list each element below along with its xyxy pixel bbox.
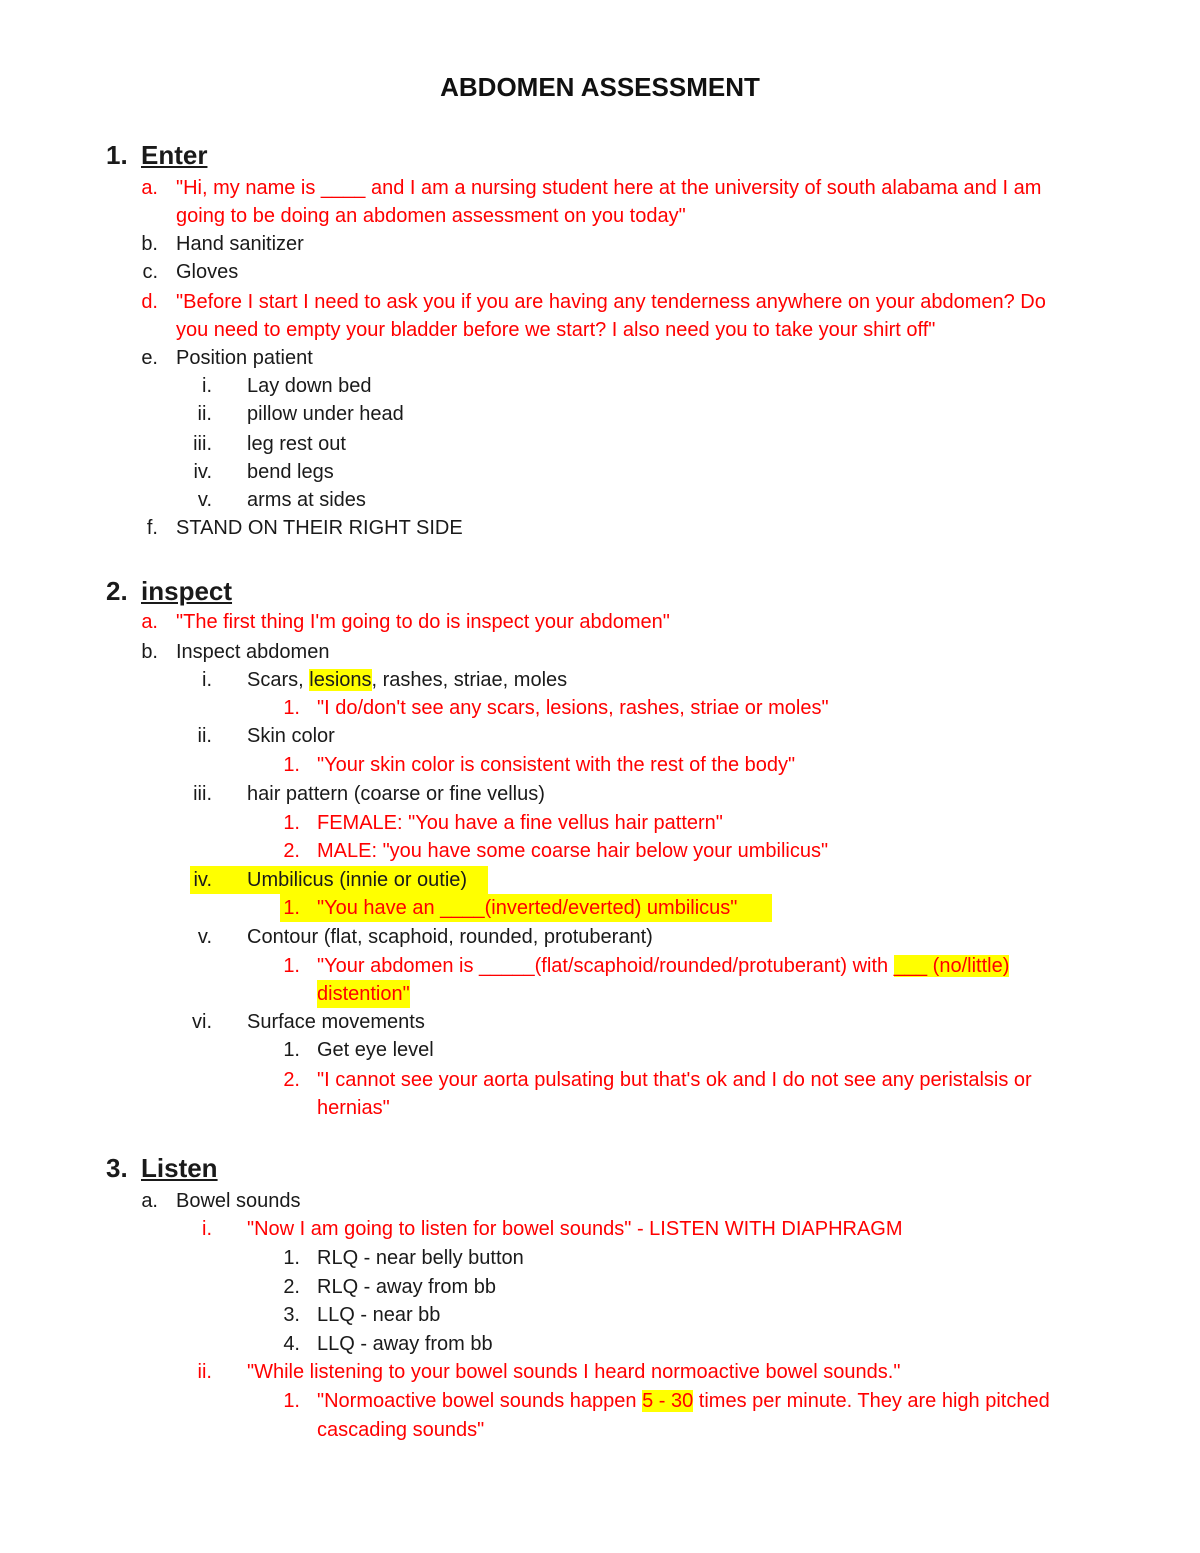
- highlighted-text: ___ (no/little): [893, 955, 1010, 977]
- document-title: ABDOMEN ASSESSMENT: [440, 72, 760, 102]
- highlighted-text: 5 - 30: [642, 1390, 694, 1412]
- highlighted-text: lesions: [309, 669, 372, 691]
- document-page: ABDOMEN ASSESSMENT 1. Enter a. "Hi, my name is ____ and I am a nursing student here at the university of south alabama and I am going to be doing an abdomen assessment on you today" b. Hand sanitizer c. Gloves d. "Before I start I need to ask you if you are having any tenderness anywhere on your abdomen? Do you need to empty your bladder before we start? I also need you to take your shirt off" e. Position patient i. Lay down bed ii. pillow under head iii. leg rest out iv. bend legs v. arms at sides f. STAND ON THEIR RIGHT SIDE 2. inspect a. "The first thing I'm going to do is inspect your abdomen" b. Inspect abdomen i. Scars, lesions, rashes, striae, moles 1. "I do/don't see any scars, lesions, rashes, striae or moles" ii. Skin color 1. "Your skin color is consistent with the rest of the body" iii. hair pattern (coarse or fine vellus) 1. FEMALE: "You have a fine vellus hair pattern" 2. MALE: "you have some coarse hair below your umbilicus" iv. Umbilicus (innie or outie) 1. "You have an ____(inverted/everted) umbilicus" v. Contour (flat, scaphoid, rounded, protuberant) 1. "Your abdomen is _____(flat/scaphoid/rounded/protuberant) with ___ (no/little) distention" vi. Surface movements 1. Get eye level 2. "I cannot see your aorta pulsating but that's ok and I do not see any peristalsis or hernias" 3. Listen a. Bowel sounds i. "Now I am going to listen for bowel sounds" - LISTEN WITH DIAPHRAGM 1. RLQ - near belly button 2. RLQ - away from bb 3. LLQ - near bb 4. LLQ - away from bb ii. "While listening to your bowel sounds I heard normoactive bowel sounds." 1. "Normoactive bowel sounds happen 5 - 30 times per minute. They are high pitched cascading sounds": [0, 0, 1200, 1553]
